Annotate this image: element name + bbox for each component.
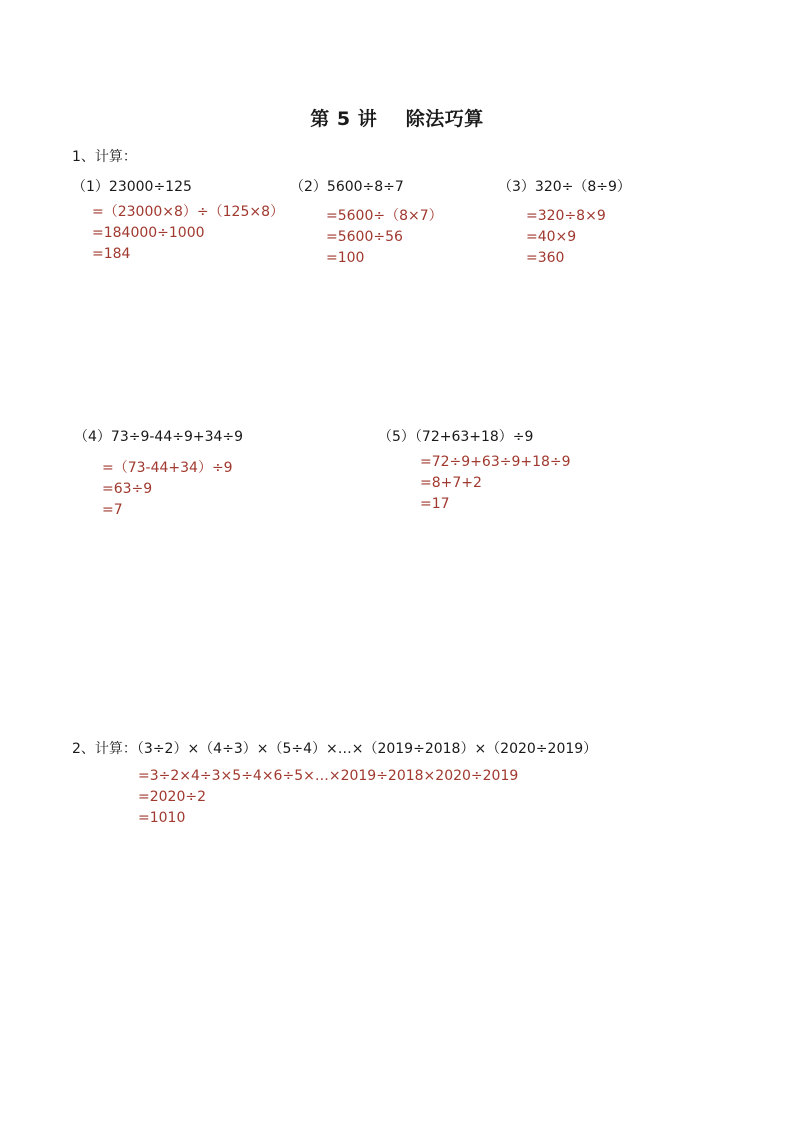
section-2-step-1: =3÷2×4÷3×5÷4×6÷5×…×2019÷2018×2020÷2019: [138, 768, 519, 784]
problem-2-solution: [326, 206, 443, 269]
problem-4-prompt: （4）73÷9-44÷9+34÷9: [74, 429, 244, 445]
problem-5-solution: [420, 452, 571, 515]
problem-3-solution: [526, 206, 606, 269]
problem-2-step-2: =5600÷56: [326, 229, 403, 245]
problem-4-step-1: =（73-44+34）÷9: [102, 460, 233, 476]
problem-1-prompt: （1）23000÷125: [72, 179, 192, 195]
problem-1-solution: [92, 202, 284, 265]
page-title: 第 5 讲 除法巧算: [310, 108, 484, 130]
problem-1-step-2: =184000÷1000: [92, 225, 205, 241]
section-2-step-2: =2020÷2: [138, 789, 206, 805]
problem-4-solution: [102, 458, 233, 521]
section-2-label: 2、计算：（3÷2）×（4÷3）×（5÷4）×…×（2019÷2018）×（2020÷2019）: [72, 741, 598, 757]
problem-3-prompt: （3）320÷（8÷9）: [498, 179, 631, 195]
problem-3-step-2: =40×9: [526, 229, 577, 245]
problem-2-step-1: =5600÷（8×7）: [326, 208, 443, 224]
problem-1-step-1: =（23000×8）÷（125×8）: [92, 204, 284, 220]
section-2-step-3: =1010: [138, 810, 186, 826]
problem-2-prompt: （2）5600÷8÷7: [290, 179, 404, 195]
problem-1-step-3: =184: [92, 246, 131, 262]
problem-4-step-3: =7: [102, 502, 123, 518]
problem-5-step-2: =8+7+2: [420, 475, 482, 491]
problem-5-step-1: =72÷9+63÷9+18÷9: [420, 454, 571, 470]
problem-3-step-3: =360: [526, 250, 565, 266]
section-2-solution: [138, 766, 518, 829]
problem-3-step-1: =320÷8×9: [526, 208, 606, 224]
problem-4-step-2: =63÷9: [102, 481, 153, 497]
problem-2-step-3: =100: [326, 250, 365, 266]
problem-5-prompt: （5）（72+63+18）÷9: [378, 429, 534, 445]
problem-5-step-3: =17: [420, 496, 450, 512]
section-1-label: 1、计算：: [72, 149, 137, 165]
